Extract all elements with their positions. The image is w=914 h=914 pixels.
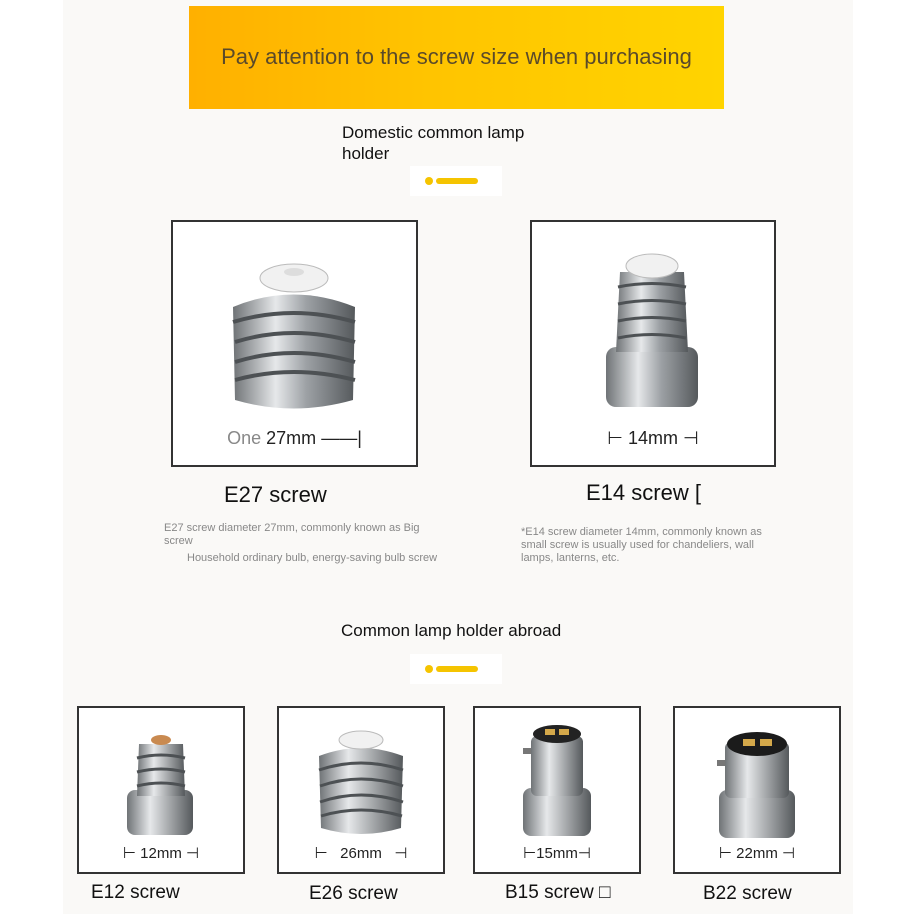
header-banner: [189, 6, 724, 109]
divider-bar: [436, 666, 478, 672]
e26-dimension-label: ⊢ 26mm ⊣: [314, 845, 408, 862]
e14-description: *E14 screw diameter 14mm, commonly known as small screw is usually used for chandeliers, wall lamps, lanterns, etc.: [521, 526, 762, 564]
e26-name: E26 screw: [309, 883, 398, 904]
e27-description: E27 screw diameter 27mm, commonly known as Big screw: [164, 522, 420, 547]
e12-dimension-value: 12mm: [140, 845, 182, 862]
e27-dimension-label: One 27mm ——|: [227, 428, 362, 448]
e26-dimension-value: 26mm: [340, 845, 382, 862]
domestic-section-title: Domestic common lamp holder: [342, 123, 525, 163]
e12-name: E12 screw: [91, 882, 180, 903]
b22-dimension-label: ⊢ 22mm ⊣: [718, 845, 796, 862]
b15-dimension-value: 15mm: [536, 845, 578, 862]
e27-usage: Household ordinary bulb, energy-saving bulb screw: [187, 552, 438, 564]
e27-image-box: [171, 220, 418, 467]
e14-dimension-value: 14mm: [627, 428, 678, 448]
section-divider: [410, 166, 502, 196]
b22-name: B22 screw: [703, 883, 792, 904]
e14-dimension-label: ⊢ 14mm ⊣: [607, 428, 699, 448]
e27-dimension-value: 27mm: [266, 428, 317, 448]
b22-dimension-value: 22mm: [736, 845, 778, 862]
e27-dimension-prefix: One: [227, 428, 262, 448]
banner-text: Pay attention to the screw size when purchasing: [221, 44, 692, 69]
e14-image-box: [530, 220, 776, 467]
section-divider-2: [410, 654, 502, 684]
e12-dimension-label: ⊢ 12mm ⊣: [122, 845, 200, 862]
b15-dimension-label: ⊢15mm⊣: [523, 845, 591, 862]
b22-image-box: [673, 706, 841, 874]
e14-name: E14 screw [: [586, 480, 701, 505]
divider-dot: [425, 177, 433, 185]
e12-image-box: [77, 706, 245, 874]
divider-bar: [436, 178, 478, 184]
abroad-section-title: Common lamp holder abroad: [341, 621, 562, 640]
e26-image-box: [277, 706, 445, 874]
b15-name: B15 screw □: [505, 882, 611, 903]
b15-image-box: [473, 706, 641, 874]
e27-name: E27 screw: [224, 482, 327, 507]
divider-dot: [425, 665, 433, 673]
